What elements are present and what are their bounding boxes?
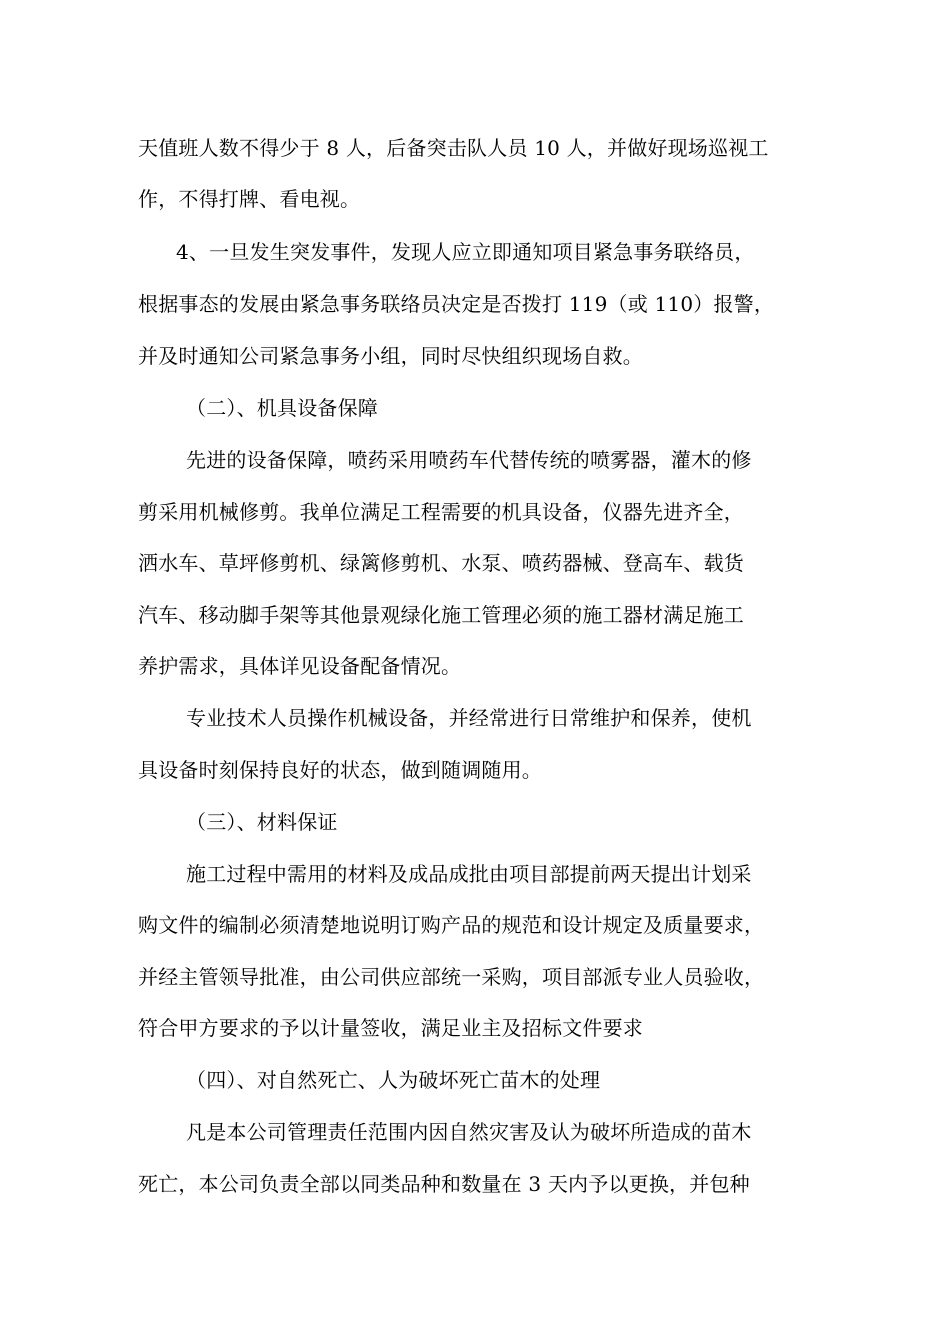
text-line: 汽车、移动脚手架等其他景观绿化施工管理必须的施工器材满足施工 xyxy=(138,603,744,627)
text-line: 洒水车、草坪修剪机、绿篱修剪机、水泵、喷药器械、登高车、载货 xyxy=(138,551,744,575)
text-line: 养护需求，具体详见设备配备情况。 xyxy=(138,654,462,678)
text-line: 死亡，本公司负责全部以同类品种和数量在 3 天内予以更换，并包种 xyxy=(138,1172,750,1196)
list-item-4: 4、一旦发生突发事件，发现人应立即通知项目紧急事务联络员， xyxy=(176,240,755,264)
text-line: 作，不得打牌、看电视。 xyxy=(138,187,361,211)
text-line: 具设备时刻保持良好的状态，做到随调随用。 xyxy=(138,758,542,782)
text-line: 天值班人数不得少于 8 人，后备突击队人员 10 人，并做好现场巡视工 xyxy=(138,136,769,160)
text-line: 先进的设备保障，喷药采用喷药车代替传统的喷雾器，灌木的修 xyxy=(186,448,752,472)
section-heading-dead-seedlings: （四）、对自然死亡、人为破坏死亡苗木的处理 xyxy=(186,1068,601,1092)
text-line: 购文件的编制必须清楚地说明订购产品的规范和设计规定及质量要求， xyxy=(138,913,765,937)
text-line: 专业技术人员操作机械设备，并经常进行日常维护和保养，使机 xyxy=(186,706,752,730)
text-line: 施工过程中需用的材料及成品成批由项目部提前两天提出计划采 xyxy=(186,862,752,886)
section-heading-equipment: （二）、机具设备保障 xyxy=(186,396,378,420)
text-line: 并经主管领导批准，由公司供应部统一采购，项目部派专业人员验收， xyxy=(138,965,765,989)
section-heading-materials: （三）、材料保证 xyxy=(186,810,338,834)
text-line: 根据事态的发展由紧急事务联络员决定是否拨打 119（或 110）报警， xyxy=(138,292,775,316)
text-line: 符合甲方要求的予以计量签收，满足业主及招标文件要求 xyxy=(138,1016,643,1040)
text-line: 凡是本公司管理责任范围内因自然灾害及认为破坏所造成的苗木 xyxy=(186,1120,752,1144)
text-line: 剪采用机械修剪。我单位满足工程需要的机具设备，仪器先进齐全， xyxy=(138,500,744,524)
text-line: 并及时通知公司紧急事务小组，同时尽快组织现场自救。 xyxy=(138,344,643,368)
